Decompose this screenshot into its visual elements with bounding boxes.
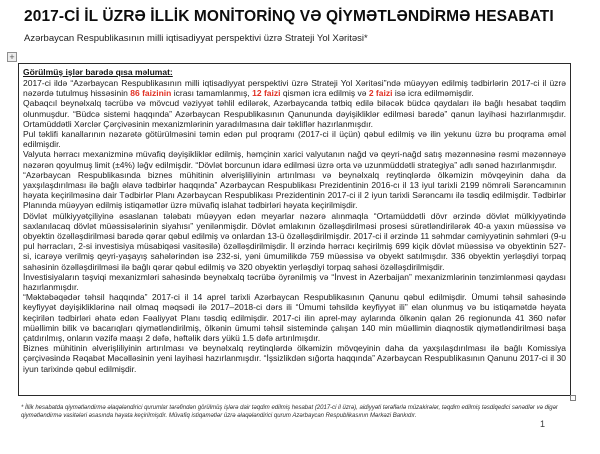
progress-text: 2017-ci ildə “Azərbaycan Respublikasının milli iqtisadiyyat perspektivi üzrə Strateji Yol Xəritəsi”ndə müəyyən edilmiş tədbirlərin 2017-ci il üzrə nəzərdə tutulmuş hissəsinin [23,78,566,99]
paragraph-budget-rules: Qabaqcıl beynəlxalq təcrübə və mövcud vəziyyət təhlil edilərək, Azərbaycanda tətbiq edilə biləcək büdcə qaydaları ilə bağlı hesabat təqdim olunmuşdur. “Büdcə sistemi haqqında” Azərbaycan Respublikasının Qanununda dəyişikliklər edilməsi barədə” qanun layihəsi hazırlanmışdır. Ortamüddətli Xərclər Çərçivəsinin mexanizmlərinin yaradılmasına dair təkliflər hazırlanmışdır. [23,98,566,129]
paragraph-business-environment-decree: “Azərbaycan Respublikasında biznes mühitinin əlverişliliyinin artırılması və beynəlxalq reytinqlərdə ölkəmizin mövqeyinin daha da yaxşılaşdırılması ilə bağlı əlavə tədbirlər haqqında” Azərbaycan Respublikası Prezidentinin 2016-cı il 13 iyul tarixli 2199 nömrəli Sərəncamının həyata keçirilməsinə dair Tədbirlər Planı Azərbaycan Respublikası Prezidentinin 2017-ci il 2 iyun tarixli Sərəncamı ilə təsdiq edilmişdir. Tədbirlər Planında müəyyən edilmiş istiqamətlər üzrə müvafiq islahat tədbirləri həyata keçirilmişdir. [23,169,566,211]
paragraph-currency-auction: Valyuta hərracı mexanizminə müvafiq dəyişikliklər edilmiş, həmçinin xarici valyutanın nağd və qeyri-nağd satış məzənnəsinə rəsmi məzənnəyə nəzərən qoyulmuş limit (±4%) ləğv edilmişdir. “Dövlət borcunun idarə edilməsi üzrə orta və uzunmüddətli strategiya” adlı sənəd hazırlanmışdır. [23,149,566,170]
progress-text: qismən icra edilmiş və [280,88,369,99]
stat-not-executed-percent: 2 faizi [368,88,393,99]
progress-text: icrası tamamlanmış, [171,88,253,99]
footnote: * İllik hesabatda qiymətləndirmə əlaqələndirici qurumlar tərəfindən görülmüş işlərə dair təqdim edilmiş hesabat (2017-ci il üzrə), aidiyyəti tərəflərlə müzakirələr, təqdim edilmiş təsdiqedici sənədlər və digər qiymətləndirmə vasitələri əsasında həyata keçirilmişdir. Müvafiq istiqamətlər üzrə əlaqələndirici qurum Azərbaycan Respublikasının Mərkəzi Bankıdır. [21,405,558,419]
stat-completed-percent: 86 faizinin [130,88,172,99]
page-number: 1 [540,419,546,429]
table-resize-handle[interactable] [570,395,576,401]
paragraph-monetary-program: Pul təklifi kanallarının nəzarətə götürülməsini təmin edən pul proqramı (2017-ci il üçün) qəbul edilmiş və ilin yekunu üzrə bu proqrama əməl edilmişdir. [23,129,566,150]
progress-text: isə icra edilməmişdir. [392,88,474,99]
summary-heading: Görülmüş işlər barədə qısa məlumat: [23,67,173,77]
paragraph-privatization: Dövlət mülkiyyətçiliyinə əsaslanan tələbatı müəyyən edən meyarlar nəzərə alınmaqla “Ortamüddətli dövr ərzində dövlət mülkiyyətində saxlanılacaq dövlət müəssisələrinin siyahısı” yenilənmişdir. Dövlət əmlakının özəlləşdirilməsi prosesi sürətləndirilərək 40-a yaxın müəssisə və obyektin özəlləşdirilməsi barədə qərar qəbul edilmiş və onlardan 13-ü özəlləşdirilmişdir. 2017-ci il ərzində 11 səhmdar cəmiyyətinin səhmləri (9-u pul hərracları, 2-si investisiya müsabiqəsi vasitəsilə) özəlləşdirilmişdir. İl ərzində hərracı keçirilmiş 699 kiçik dövlət müəssisə və obyektinin 527-si, icarəyə verilmiş qeyri-yaşayış sahələrindən isə 232-si, yəni ümumilikdə 759 müəssisə və obyekt satılmışdır. 336 obyektin yerləşdiyi torpaq sahəsinin özəlləşdirilməsi ilə bağlı qərar qəbul edilmiş və 320 obyektin yerləşdiyi torpaq sahəsi özəlləşdirilmişdir. [23,210,566,272]
paragraph-education: “Məktəbəqədər təhsil haqqında” 2017-ci il 14 aprel tarixli Azərbaycan Respublikasının Qanunu qəbul edilmişdir. Ümumi təhsil sahəsində keyfiyyət dəyişikliklərinə nail olmaq məqsədi ilə 2017–2018-ci dərs ili “Ümumi təhsildə keyfiyyət ili” elan olunmuş və bu istiqamətdə həyata keçirilən tədbirləri əhatə edən Fəaliyyət Planı təsdiq edilmişdir. 2017-ci ilin aprel-may aylarında ölkənin qalan 26 regionunda 41 360 nəfər müəllimin bilik və bacarıqları qiymətləndirilmiş, ölkənin ümumi təhsil sistemində çalışan 140 min müəllimin diaqnostik qiymətləndirilməsi başa çatdırılmış, onların vəzifə maaşı 2 dəfə, həftəlik dərs yükü 1.5 dəfə artırılmışdır. [23,292,566,344]
paragraph-competition-code: Biznes mühitinin əlverişliliyinin artırılması və beynəlxalq reytinqlərdə ölkəmizin mövqeyinin daha da yaxşılaşdırılması ilə bağlı Komissiya çərçivəsində Rəqabət Məcəlləsinin yeni layihəsi hazırlanmışdır. “İşsizlikdən sığorta haqqında” Azərbaycan Respublikasının Qanunu 2017-ci il 30 iyun tarixində qəbul edilmişdir. [23,343,566,374]
table-move-handle-icon[interactable] [7,52,17,62]
report-subtitle: Azərbaycan Respublikasının milli iqtisadiyyat perspektivi üzrə Strateji Yol Xəritəsi* [24,33,368,44]
plus-icon: + [9,52,15,62]
report-title: 2017-Cİ İL ÜZRƏ İLLİK MONİTORİNQ VƏ QİYMƏTLƏNDİRMƏ HESABATI [24,8,554,25]
stat-partial-percent: 12 faizi [252,88,281,99]
paragraph-execution-progress [23,78,566,98]
summary-table [18,63,571,396]
paragraph-investment-promotion: İnvestisiyaların təşviqi mexanizmləri sahəsində beynəlxalq təcrübə öyrənilmiş və “İnvest in Azerbaijan” mexanizmlərinin tənzimlənməsi qaydası hazırlanmışdır. [23,271,566,293]
